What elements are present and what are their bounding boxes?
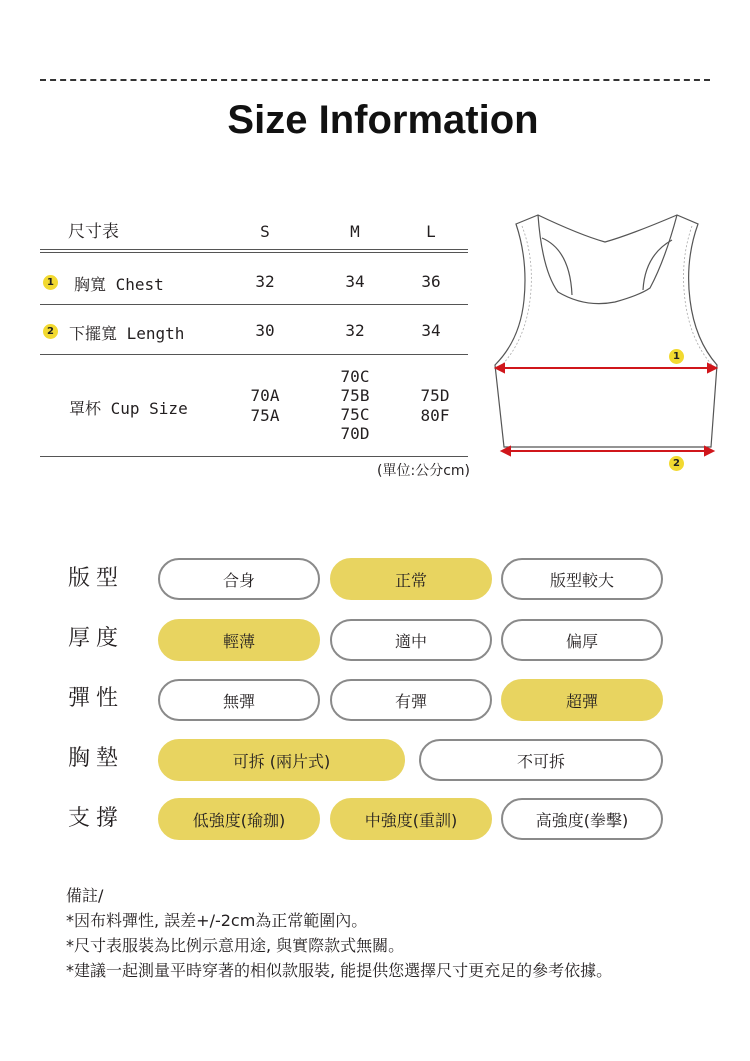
option-fixed-pad: 不可拆 [419, 739, 663, 781]
note-line: *建議一起測量平時穿著的相似款服裝, 能提供您選擇尺寸更充足的參考依據。 [66, 961, 613, 980]
note-line: *尺寸表服裝為比例示意用途, 與實際款式無關。 [66, 936, 405, 955]
row-label-length: 下擺寬 Length [69, 324, 185, 343]
size-header-m: M [350, 222, 360, 241]
row-label-cup: 罩杯 Cup Size [69, 399, 188, 418]
option-high-support: 高強度(拳擊) [501, 798, 663, 840]
marker-badge-2: 2 [43, 324, 58, 339]
dashed-divider [40, 79, 710, 81]
option-medium-support: 中強度(重訓) [330, 798, 492, 840]
option-fit-loose: 版型較大 [501, 558, 663, 600]
chest-l: 36 [421, 272, 441, 291]
option-stretch: 有彈 [330, 679, 492, 721]
option-super-stretch: 超彈 [501, 679, 663, 721]
option-fit-regular: 正常 [330, 558, 492, 600]
option-removable-pad: 可拆 (兩片式) [158, 739, 405, 781]
cup-value: 70A [250, 386, 280, 405]
cup-value: 75D [420, 386, 450, 405]
unit-note: (單位:公分cm) [377, 463, 470, 479]
attr-label-padding: 胸墊 [68, 746, 125, 771]
diagram-marker-2: 2 [669, 456, 684, 471]
table-divider [40, 456, 468, 457]
option-medium: 適中 [330, 619, 492, 661]
size-header-s: S [260, 222, 270, 241]
attr-label-fit: 版型 [68, 566, 125, 591]
size-table-header-label: 尺寸表 [68, 222, 119, 242]
option-no-stretch: 無彈 [158, 679, 320, 721]
cup-value: 75C [340, 405, 370, 424]
length-l: 34 [421, 321, 441, 340]
option-fit-slim: 合身 [158, 558, 320, 600]
cup-value: 70C [340, 367, 370, 386]
sports-bra-diagram [480, 200, 740, 480]
length-m: 32 [345, 321, 365, 340]
cup-value: 80F [420, 406, 450, 425]
marker-badge-1: 1 [43, 275, 58, 290]
cup-s [225, 386, 305, 426]
row-label-chest: 胸寬 Chest [74, 275, 164, 294]
cup-l [395, 386, 475, 426]
attr-label-support: 支撐 [68, 806, 125, 831]
note-line: *因布料彈性, 誤差+/-2cm為正常範圍內。 [66, 911, 368, 930]
chest-m: 34 [345, 272, 365, 291]
page-title: Size Information [227, 98, 539, 142]
attr-label-thickness: 厚度 [68, 626, 125, 651]
attr-label-elasticity: 彈性 [68, 686, 125, 711]
cup-value: 70D [340, 424, 370, 443]
table-divider [40, 249, 468, 253]
option-thick: 偏厚 [501, 619, 663, 661]
size-header-l: L [426, 222, 436, 241]
table-divider [40, 304, 468, 305]
table-divider [40, 354, 468, 355]
chest-s: 32 [255, 272, 275, 291]
notes-heading: 備註/ [66, 886, 104, 905]
length-s: 30 [255, 321, 275, 340]
option-low-support: 低強度(瑜珈) [158, 798, 320, 840]
cup-m [315, 367, 395, 443]
cup-value: 75B [340, 386, 370, 405]
cup-value: 75A [250, 406, 280, 425]
diagram-marker-1: 1 [669, 349, 684, 364]
option-thin: 輕薄 [158, 619, 320, 661]
